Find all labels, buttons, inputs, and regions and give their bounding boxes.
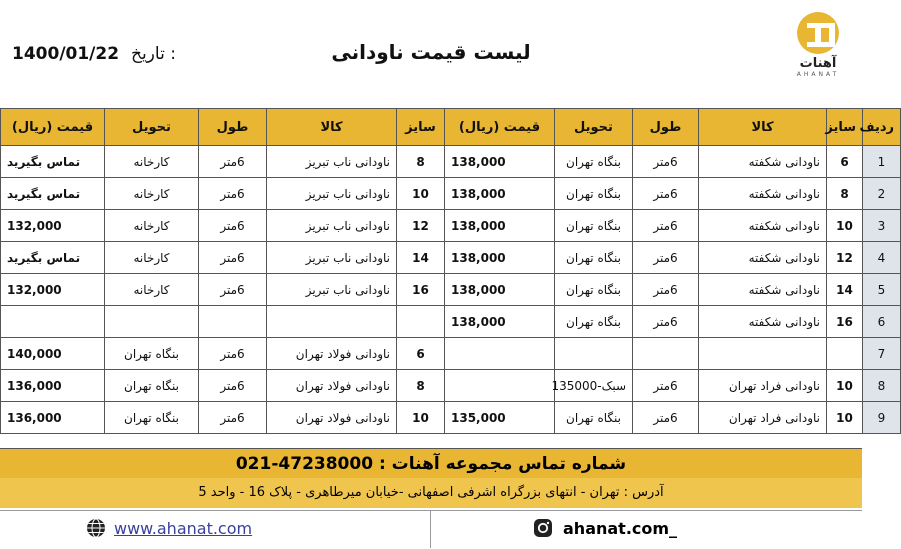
table-cell: 14 <box>397 242 445 274</box>
table-row <box>1 210 901 242</box>
table-cell: 138,000 <box>445 178 555 210</box>
date-value: 1400/01/22 <box>12 44 120 64</box>
table-row <box>1 178 901 210</box>
table-cell: 12 <box>827 242 863 274</box>
table-cell <box>397 306 445 338</box>
table-cell: ناودانی شکفته <box>699 306 827 338</box>
table-cell: 6 <box>397 338 445 370</box>
table-cell: 132,000 <box>1 210 105 242</box>
table-cell <box>445 370 555 402</box>
table-cell: 3 <box>863 210 901 242</box>
table-cell: کارخانه <box>105 210 199 242</box>
table-cell <box>633 338 699 370</box>
table-cell <box>105 306 199 338</box>
column-header: کالا <box>267 109 397 146</box>
table-cell: 138,000 <box>445 210 555 242</box>
table-cell: 6متر <box>633 370 699 402</box>
table-cell: 138,000 <box>445 146 555 178</box>
table-cell: ناودانی فراد تهران <box>699 402 827 434</box>
website-url[interactable]: www.ahanat.com <box>114 518 253 538</box>
table-cell: 6متر <box>633 402 699 434</box>
table-cell: 1 <box>863 146 901 178</box>
table-cell: 136,000 <box>1 402 105 434</box>
table-cell: ناودانی شکفته <box>699 242 827 274</box>
table-row <box>1 338 901 370</box>
table-cell: 8 <box>397 370 445 402</box>
globe-icon <box>86 518 106 538</box>
table-cell: تماس بگیرید <box>1 146 105 178</box>
table-cell: 6متر <box>633 274 699 306</box>
table-cell: 136,000 <box>1 370 105 402</box>
table-cell: بنگاه تهران <box>555 402 633 434</box>
table-cell: ناودانی فولاد تهران <box>267 370 397 402</box>
column-header: تحویل <box>105 109 199 146</box>
table-cell: 10 <box>397 402 445 434</box>
table-cell: 132,000 <box>1 274 105 306</box>
table-cell: 138,000 <box>445 306 555 338</box>
table-cell <box>699 338 827 370</box>
date <box>12 44 176 64</box>
table-body <box>1 146 901 434</box>
table-cell: 14 <box>827 274 863 306</box>
table-cell: 10 <box>827 370 863 402</box>
table-cell: ناودانی شکفته <box>699 178 827 210</box>
table-cell: 6متر <box>633 146 699 178</box>
table-row <box>1 370 901 402</box>
table-cell: 6متر <box>633 242 699 274</box>
table-cell: 6متر <box>199 338 267 370</box>
table-cell: 16 <box>827 306 863 338</box>
website[interactable] <box>86 517 252 539</box>
table-cell: سبک-135000 <box>555 370 633 402</box>
table-cell: 6متر <box>199 146 267 178</box>
table-cell: بنگاه تهران <box>105 370 199 402</box>
column-header: سایز <box>397 109 445 146</box>
table-cell: ناودانی شکفته <box>699 146 827 178</box>
table-cell: 8 <box>827 178 863 210</box>
table-cell: 6متر <box>633 306 699 338</box>
table-cell: 7 <box>863 338 901 370</box>
table-cell: ناودانی ناب تبریز <box>267 178 397 210</box>
table-cell: 6متر <box>633 210 699 242</box>
table-cell: 140,000 <box>1 338 105 370</box>
table-cell <box>555 338 633 370</box>
table-cell: 6متر <box>199 370 267 402</box>
table-cell: بنگاه تهران <box>555 146 633 178</box>
table-cell <box>1 306 105 338</box>
table-cell <box>445 338 555 370</box>
table-cell: ناودانی ناب تبریز <box>267 146 397 178</box>
table-cell: 6متر <box>199 242 267 274</box>
table-cell: 5 <box>863 274 901 306</box>
table-cell: بنگاه تهران <box>105 402 199 434</box>
table-cell: 6متر <box>199 178 267 210</box>
table-cell: ناودانی ناب تبریز <box>267 242 397 274</box>
table-cell <box>827 338 863 370</box>
table-cell: 16 <box>397 274 445 306</box>
table-cell: بنگاه تهران <box>555 274 633 306</box>
table-cell: بنگاه تهران <box>555 306 633 338</box>
column-header: سایز <box>827 109 863 146</box>
table-row <box>1 402 901 434</box>
footer-divider <box>430 510 431 548</box>
column-header: ردیف <box>863 109 901 146</box>
table-cell: 10 <box>827 210 863 242</box>
column-header: قیمت (ریال) <box>445 109 555 146</box>
address: آدرس : تهران - انتهای بزرگراه اشرفی اصفهانی -خیابان میرطاهری - پلاک 16 - واحد 5 <box>0 478 862 508</box>
column-header: قیمت (ریال) <box>1 109 105 146</box>
table-cell: تماس بگیرید <box>1 242 105 274</box>
page-title: لیست قیمت ناودانی <box>331 40 531 64</box>
table-cell: 6 <box>827 146 863 178</box>
table-cell: ناودانی فولاد تهران <box>267 402 397 434</box>
table-cell: 6متر <box>199 274 267 306</box>
instagram-icon <box>533 518 553 538</box>
table-cell: ناودانی ناب تبریز <box>267 210 397 242</box>
column-header: کالا <box>699 109 827 146</box>
table-cell: تماس بگیرید <box>1 178 105 210</box>
column-header: طول <box>633 109 699 146</box>
table-row <box>1 274 901 306</box>
brand-name: آهنات <box>799 56 837 71</box>
table-cell: 138,000 <box>445 274 555 306</box>
table-cell: 9 <box>863 402 901 434</box>
table-cell: کارخانه <box>105 178 199 210</box>
table-cell: 8 <box>863 370 901 402</box>
table-cell: 10 <box>827 402 863 434</box>
table-cell: ناودانی ناب تبریز <box>267 274 397 306</box>
column-header: طول <box>199 109 267 146</box>
table-cell: 135,000 <box>445 402 555 434</box>
date-label: تاریخ : <box>130 44 176 64</box>
table-cell: بنگاه تهران <box>555 242 633 274</box>
table-cell: کارخانه <box>105 146 199 178</box>
table-cell: ناودانی شکفته <box>699 274 827 306</box>
contact-phone: شماره تماس مجموعه آهنات : 47238000-021 <box>0 448 862 479</box>
table-cell: 8 <box>397 146 445 178</box>
table-cell <box>199 306 267 338</box>
brand-sub: AHANAT <box>796 71 840 78</box>
table-cell: 4 <box>863 242 901 274</box>
header-row <box>1 109 901 146</box>
table-cell: بنگاه تهران <box>555 210 633 242</box>
table-cell: ناودانی فولاد تهران <box>267 338 397 370</box>
table-row <box>1 146 901 178</box>
table-cell: 2 <box>863 178 901 210</box>
table-cell: ناودانی فراد تهران <box>699 370 827 402</box>
price-table <box>0 108 901 434</box>
table-cell: 6 <box>863 306 901 338</box>
column-header: تحویل <box>555 109 633 146</box>
table-cell: 12 <box>397 210 445 242</box>
table-row <box>1 306 901 338</box>
table-cell: کارخانه <box>105 274 199 306</box>
table-row <box>1 242 901 274</box>
table-cell: 6متر <box>633 178 699 210</box>
table-cell: بنگاه تهران <box>105 338 199 370</box>
table-cell: ناودانی شکفته <box>699 210 827 242</box>
instagram-handle[interactable]: ahanat.com_ <box>563 518 678 538</box>
table-cell: 6متر <box>199 402 267 434</box>
instagram[interactable] <box>533 517 677 539</box>
table-cell: 6متر <box>199 210 267 242</box>
table-cell: کارخانه <box>105 242 199 274</box>
table-cell: 10 <box>397 178 445 210</box>
table-cell: بنگاه تهران <box>555 178 633 210</box>
table-cell <box>267 306 397 338</box>
table-cell: 138,000 <box>445 242 555 274</box>
